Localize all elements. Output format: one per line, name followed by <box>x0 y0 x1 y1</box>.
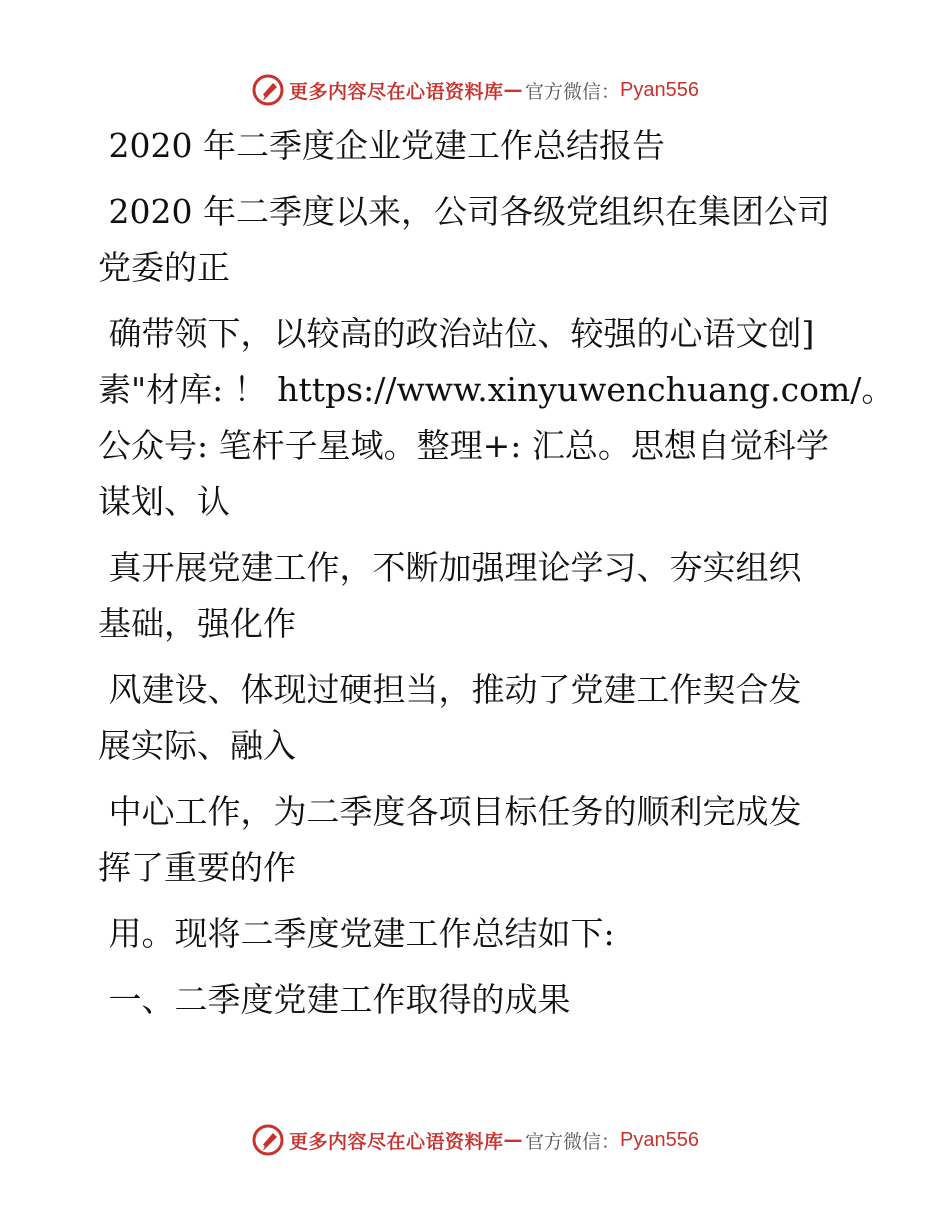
paragraph-line: 基础，强化作 <box>98 604 296 643</box>
banner-dash: — <box>503 79 524 101</box>
banner-ad-text: 更多内容尽在心语资料库 <box>289 80 504 103</box>
paragraph-line: 真开展党建工作，不断加强理论学习、夯实组织 <box>98 548 802 587</box>
paragraph-line: 风建设、体现过硬担当，推动了党建工作契合发 <box>98 670 802 709</box>
paragraph-5 <box>98 784 898 896</box>
paragraph-line: 挥了重要的作 <box>98 848 296 887</box>
paragraph-3 <box>98 540 898 652</box>
paragraph-line: 展实际、融入 <box>98 726 296 765</box>
document-title: 2020 年二季度企业党建工作总结报告 <box>98 126 665 165</box>
banner-wechat-label: 官方微信： <box>525 1130 621 1153</box>
banner-wechat-id: Pyan556 <box>620 78 699 101</box>
document-body <box>98 118 898 1028</box>
paragraph-2 <box>98 306 898 530</box>
pen-nib-logo-icon <box>251 73 285 107</box>
banner-wechat-id: Pyan556 <box>620 1128 699 1151</box>
paragraph-line: 2020 年二季度以来，公司各级党组织在集团公司 <box>98 192 830 231</box>
paragraph-4 <box>98 662 898 774</box>
paragraph-1 <box>98 184 898 296</box>
section-heading <box>98 972 898 1028</box>
paragraph-line: 党委的正 <box>98 248 230 287</box>
paragraph-line: 用。现将二季度党建工作总结如下: <box>98 914 615 953</box>
paragraph-line: 谋划、认 <box>98 482 230 521</box>
banner-wechat-label: 官方微信： <box>525 80 621 103</box>
bottom-banner <box>0 1120 950 1160</box>
paragraph-line: 一、二季度党建工作取得的成果 <box>98 980 571 1019</box>
paragraph-line: 确带领下，以较高的政治站位、较强的心语文创] <box>98 314 815 353</box>
banner-dash: — <box>503 1129 524 1151</box>
banner-ad-text: 更多内容尽在心语资料库 <box>289 1130 504 1153</box>
paragraph-line: 中心工作，为二季度各项目标任务的顺利完成发 <box>98 792 802 831</box>
paragraph-line: 素"材库: ！ https://www.xinyuwenchuang.com/。 <box>98 370 895 409</box>
paragraph-6 <box>98 906 898 962</box>
pen-nib-logo-icon <box>251 1123 285 1157</box>
top-banner <box>0 70 950 110</box>
paragraph-line: 公众号: 笔杆子星域。整理+: 汇总。思想自觉科学 <box>98 426 829 465</box>
